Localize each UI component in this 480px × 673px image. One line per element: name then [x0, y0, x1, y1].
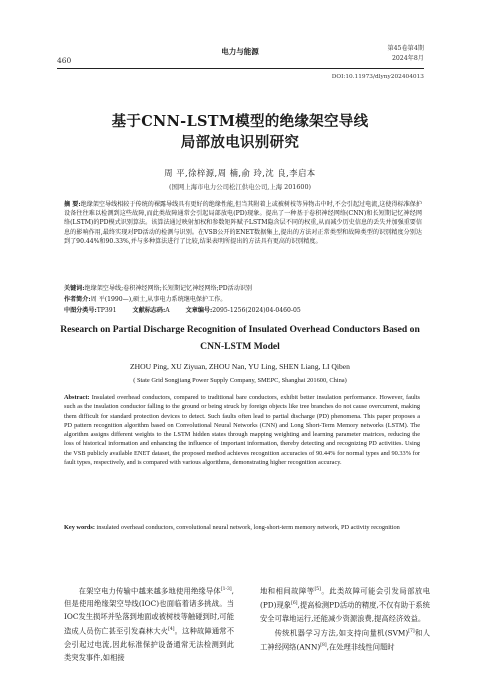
body-text: 地和相间故障等 [260, 586, 315, 596]
affiliation-en: ( State Grid Songjiang Power Supply Company, SMEPC, Shanghai 201600, China) [133, 377, 347, 384]
article-number: 2095-1256(2024)04-0460-05 [212, 307, 301, 314]
abstract-cn-label: 摘 要: [64, 201, 81, 208]
citation[interactable]: [6] [291, 601, 298, 607]
doi: DOI:10.11973/dlyny202404013 [331, 74, 424, 80]
citation[interactable]: [7] [408, 628, 415, 634]
abstract-en-text: Insulated overhead conductors, compared to traditional bare conductors, exhibit better insulation performance. However, faults such as the insulation conductor falling to the ground or being struck by foreign objects like tree branches do not cause overcurrent, making them difficult for standard protection devices to detect. Such faults often lead to partial discharge (PD) phenomena. This paper proposes a PD pattern recognition algorithm based on Convolutional Neural Networks (CNN) and Long Short-Term Memory networks (LSTM). The algorithm assigns different weights to the LSTM hidden states through mapping weighting and learning parameter matrices, reducing the loss of historical information and enhancing the influence of important information, thereby detecting and recognizing PD activities. Using the VSB publicly available ENET dataset, the proposed method achieves recognition accuracies of 90.44% for normal types and 90.33% for fault types, respectively, and is compared with various algorithms, demonstrating higher recognition accuracy. [64, 394, 420, 467]
abstract-en [64, 393, 420, 467]
authors-cn: 周 平,徐梓源,周 楠,俞 玲,沈 良,李启本 [164, 168, 316, 178]
body-text: 在架空电力传输中越来越多地使用绝缘导体 [78, 586, 221, 596]
doc-code: A [165, 307, 170, 314]
citation[interactable]: [1-3] [220, 587, 232, 592]
citation[interactable]: [4] [168, 627, 175, 633]
body-column-left [64, 583, 234, 664]
body-text: 和人工神经网络(ANN) [260, 628, 431, 652]
body-column-right [260, 583, 430, 654]
body-text: 。此类故障可能会引发局部放电(PD)现象 [260, 586, 431, 610]
body-text: 。这种故障通常不会引起过电流,因此标准保护设备通常无法检测到此类突发事件,如相接 [64, 626, 234, 662]
authors-en: ZHOU Ping, XU Ziyuan, ZHOU Nan, YU Ling, SHEN Liang, LI Qiben [130, 362, 350, 371]
doc-code-label: 文献标志码: [132, 307, 166, 314]
keywords-cn-label: 关键词: [64, 285, 85, 292]
affiliation-cn: (国网上海市电力公司松江供电公司,上海 201600) [168, 183, 312, 191]
keywords-en-label: Key words: [64, 524, 95, 531]
title-cn-line2: 局部放电识别研究 [180, 134, 300, 151]
keywords-cn-text: 绝缘架空导线;卷积神经网络;长短期记忆神经网络;PD活动识别 [84, 285, 253, 292]
keywords-en [64, 523, 420, 532]
abstract-cn-text: 绝缘架空导线相较于传统的裸露导线具有更好的绝缘性能,但当其附着上或被树枝等异物击中时,不会引起过电流,这使得标准保护设备往往难以检测到这些故障,而此类故障通常会引起局部放电(PD)现象。提出了一种基于卷积神经网络(CNN)和长短期记忆神经网络(LSTM)的PD模式识别算法。该算法通过映射加权和参数矩阵赋予LSTM隐含层不同的权重,从而减少历史信息的丢失并加强重要信息的影响作用,最终实现对PD活动的检测与识别。在VSB公开的ENET数据集上,提出的方法对正常类型和故障类型的识别精度分别达到了90.44%和90.33%,并与多种算法进行了比较,结果表明所提出的方法具有更高的识别精度。 [64, 201, 423, 245]
classification-line [64, 305, 424, 314]
body-paragraph-continued [260, 583, 430, 625]
author-bio [64, 294, 424, 303]
journal-name: 电力与能源 [221, 47, 259, 56]
citation[interactable]: [5] [314, 587, 321, 592]
title-cn [0, 111, 480, 153]
keywords-en-text: insulated overhead conductors, convolutional neural network, long-short-term memory network, PD activity recognition [96, 524, 400, 531]
abstract-en-label: Abstract: [64, 394, 90, 401]
body-text: ,但是使用绝缘架空导线(IOC)也面临着诸多挑战。当IOC发生损坏并坠落到地面或被树枝等触碰到时,可能造成人员伤亡甚至引发森林大火 [64, 586, 234, 636]
body-text: ,提高检测PD活动的精度,不仅有助于系统安全可靠地运行,还能减少资源浪费,提高经济效益。 [260, 600, 430, 623]
keywords-cn [64, 283, 424, 292]
body-text: ,在处理非线性问题时 [326, 642, 395, 652]
article-number-label: 文章编号: [185, 307, 213, 314]
issue-date: 2024年8月 [391, 54, 424, 62]
body-paragraph [64, 583, 234, 664]
title-cn-line1: 基于CNN-LSTM模型的绝缘架空导线 [111, 113, 369, 130]
citation[interactable]: [8] [320, 643, 327, 649]
title-en: Research on Partial Discharge Recognition of Insulated Overhead Conductors Based on CNN-LSTM Model [60, 324, 420, 352]
author-bio-label: 作者简介: [64, 296, 91, 303]
author-bio-text: 周 平(1990—),硕士,从事电力系统继电保护工作。 [90, 296, 227, 303]
header-rule [57, 68, 424, 69]
issue-info [387, 44, 424, 63]
clc-code: TP391 [96, 307, 117, 314]
body-text: 传统机器学习方法,如支持向量机(SVM) [274, 628, 409, 638]
body-paragraph [260, 625, 430, 654]
page-number: 460 [57, 56, 72, 65]
clc-label: 中图分类号: [64, 307, 97, 314]
volume-issue: 第45卷第4期 [387, 45, 424, 52]
abstract-cn [64, 200, 422, 246]
